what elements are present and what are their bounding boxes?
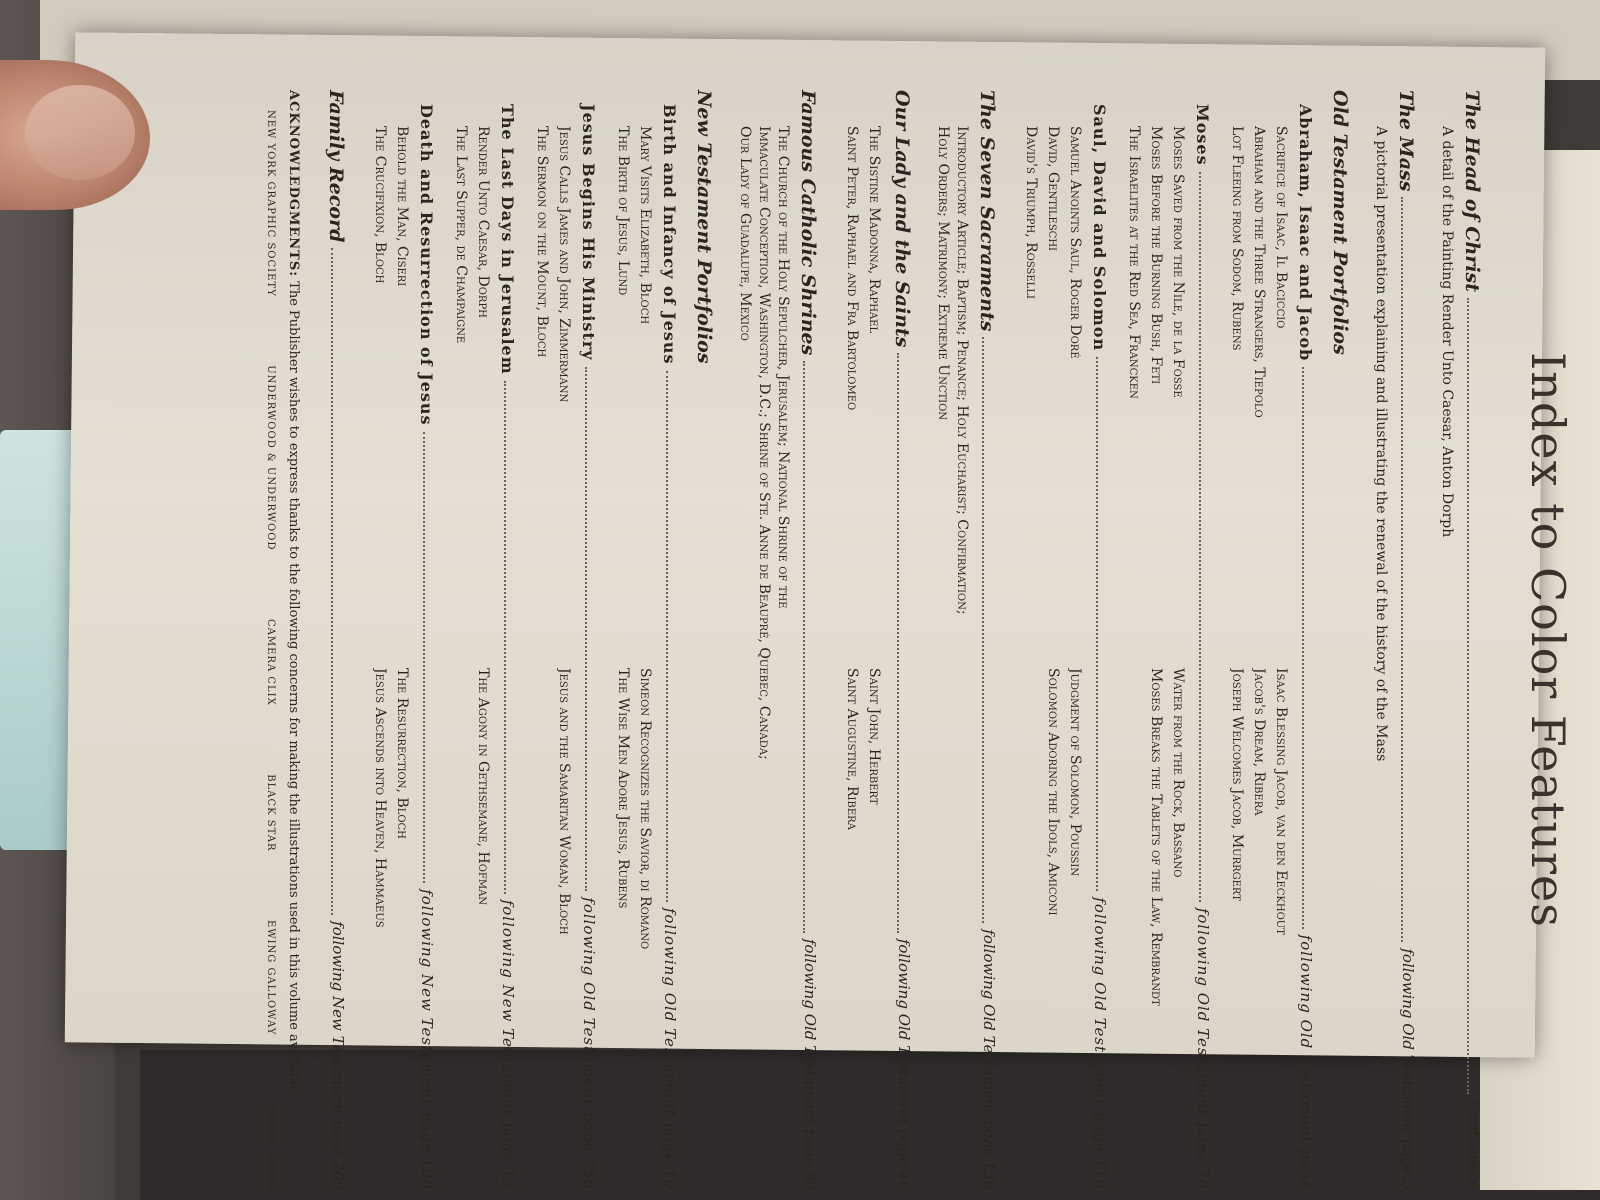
artwork-item: Water from the Rock, Bassano [1170,668,1186,878]
credit-name: UNDERWOOD & UNDERWOOD [265,365,276,551]
artwork-item: Isaac Blessing Jacob, van den Eeckhout [1273,668,1289,935]
artwork-item: Saint Peter, Raphael and Fra Bartolomeo [844,126,860,411]
artwork-item: Solomon Adoring the Idols, Amiconi [1045,668,1061,916]
page-reference: frontispiece [1465,1099,1483,1190]
artwork-list [369,126,413,1190]
heading-text: Death and Resurrection of Jesus [417,104,436,426]
section-line: Introductory Article; Baptism; Penance; Holy Eucharist; Confirmation; [954,126,970,615]
artwork-item: Judgment of Solomon, Poussin [1067,668,1083,877]
dot-leader [331,248,347,915]
dot-leader [585,367,598,892]
acknowledgments-label: ACKNOWLEDGMENTS: [286,90,301,278]
dot-leader [897,353,913,932]
page-reference: following Old Testament page 136 [980,929,998,1190]
artwork-item [1126,668,1142,1190]
artwork-item: Samuel Anoints Saul, Roger Doré [1067,126,1083,359]
section-heading [1395,90,1417,1190]
artwork-list [1226,126,1292,1190]
section-line: The Church of the Holy Sepulcher, Jerusalem; National Shrine of the [775,126,791,609]
artwork-item: Behold the Man, Ciseri [394,126,410,287]
page-reference: following New Testament page 206 [329,921,347,1190]
credit-name: BLACK STAR [265,774,276,852]
dot-leader [1302,367,1315,928]
artwork-item: The Resurrection, Bloch [394,668,410,839]
heading-text: New Testament Portfolios [693,90,715,364]
artwork-item: Simeon Recognizes the Savior, di Romano [637,668,653,950]
page-reference: following Old Testament page 3 [1399,948,1417,1190]
artwork-list [1123,126,1189,1190]
subsection-heading [660,104,679,1190]
artwork-item: The Birth of Jesus, Lund [615,126,631,296]
section-line: Immaculate Conception, Washington, D.C.; Shrine of Ste. Anne de Beaupré, Quebec, Canada; [756,126,772,760]
artwork-item: Saint Augustine, Ribera [844,668,860,830]
artwork-item: The Sermon on the Mount, Bloch [534,126,550,358]
credit-name: EWING GALLOWAY [265,920,276,1036]
artwork-item [453,668,469,1190]
credits-row [265,110,276,1190]
heading-text: The Last Days in Jerusalem [498,104,517,375]
section-heading [976,90,998,1190]
page-reference: following Old Testament page 10 [661,907,679,1190]
heading-text: Jesus Begins His Ministry [579,104,598,361]
section-heading [325,90,347,1190]
section-line: Our Lady of Guadalupe, Mexico [737,126,753,341]
heading-text: Famous Catholic Shrines [797,90,819,356]
subsection-heading [579,104,598,1190]
subsection-heading [1193,104,1212,1190]
section-line: Holy Orders; Matrimony; Extreme Unction [935,126,951,421]
section-heading [797,90,819,1190]
dot-leader [982,337,998,923]
subsection-heading [1296,104,1315,1190]
heading-text: The Seven Sacraments [976,90,998,332]
artwork-item: The Agony in Gethsemane, Hofman [475,668,491,906]
section-heading [693,90,715,1190]
credit-name: NEW YORK GRAPHIC SOCIETY [265,110,276,297]
heading-text: The Head of Christ [1461,90,1483,293]
page-title: Index to Color Features [1521,352,1575,928]
artwork-item: Jesus Ascends into Heaven, Hammaeus [372,668,388,928]
artwork-item [534,668,550,1190]
section-description: A detail of the Painting Render Unto Caesar, Anton Dorph [1439,126,1455,538]
artwork-item: Abraham and the Three Strangers, Tiepolo [1251,126,1267,418]
artwork-item: Jacob's Dream, Ribera [1251,668,1267,816]
artwork-list [450,126,494,1190]
dot-leader [504,381,517,894]
page-reference: following Old Testament page [1297,934,1315,1190]
dot-leader [423,432,436,884]
acknowledgments-text: The Publisher wishes to express thanks to the following concerns for making the illustrations used in this volume available [286,281,301,1094]
page-reference: following Old Testament page 46 [895,938,913,1190]
page-reference: following New Testament page 12 [499,899,517,1190]
artwork-item: Moses Breaks the Tablets of the Law, Rembrandt [1148,668,1164,1006]
dot-leader [1199,172,1212,902]
dot-leader [1401,197,1417,942]
credit-name: CAMERA CLIX [265,619,276,706]
artwork-list [531,126,575,1190]
section-heading [1329,90,1351,1190]
artwork-item: The Israelites at the Red Sea, Francken [1126,126,1142,399]
artwork-item: The Crucifixion, Bloch [372,126,388,284]
artwork-item: Moses Saved from the Nile, de la Fosse [1170,126,1186,398]
section-heading [891,90,913,1190]
artwork-item: Jesus and the Samaritan Woman, Bloch [556,668,572,935]
heading-text: Abraham, Isaac and Jacob [1296,104,1315,362]
page-reference: following Old Testament page 76 [1194,907,1212,1190]
artwork-item: Joseph Welcomes Jacob, Murrgert [1229,668,1245,901]
dot-leader [1096,357,1109,891]
artwork-list [841,126,885,1190]
heading-text: Our Lady and the Saints [891,90,913,348]
artwork-item [1023,668,1039,1190]
artwork-item: Lot Fleeing from Sodom, Rubens [1229,126,1245,351]
artwork-list [1020,126,1086,1190]
heading-text: Birth and Infancy of Jesus [660,104,679,365]
heading-text: Saul, David and Solomon [1090,104,1109,352]
dot-leader [803,361,819,932]
artwork-item: David's Triumph, Rosselli [1023,126,1039,299]
subsection-heading [1090,104,1109,1190]
artwork-item: Render Unto Caesar, Dorph [475,126,491,318]
subsection-heading [498,104,517,1190]
heading-text: Old Testament Portfolios [1329,90,1351,355]
artwork-list [612,126,656,1190]
artwork-item: Saint John, Herbert [866,668,882,805]
credit-name: THREE LIONS [265,1103,276,1190]
page-reference: following Old Testament page 756 [580,897,598,1190]
artwork-item: The Wise Men Adore Jesus, Rubens [615,668,631,909]
artwork-item: Jesus Calls James and John, Zimmermann [556,126,572,403]
thumbnail [25,85,135,180]
acknowledgments [286,90,301,1190]
section-description: A pictorial presentation explaining and illustrating the renewal of the history of the Mass [1373,126,1389,762]
index-content [245,90,1575,1190]
artwork-item: Moses Before the Burning Bush, Feti [1148,126,1164,385]
dot-leader [1467,298,1483,1093]
page-reference: following Old Testament page 116 [1091,897,1109,1190]
heading-text: Family Record [325,90,347,243]
dot-leader [666,371,679,902]
heading-text: Moses [1193,104,1212,166]
artwork-item: The Sistine Madonna, Raphael [866,126,882,334]
page-reference: following New Testament page 108 [418,889,436,1190]
section-heading [1461,90,1483,1190]
artwork-item: The Last Supper, de Champaigne [453,126,469,344]
subsection-heading [417,104,436,1190]
page-reference: following Old Testament page 96 [801,938,819,1190]
artwork-item: Mary Visits Elizabeth, Bloch [637,126,653,325]
artwork-item: David, Gentileschi [1045,126,1061,252]
heading-text: The Mass [1395,90,1417,192]
index-sections [325,90,1483,1190]
artwork-item: Sacrifice of Isaac, Il Baciccio [1273,126,1289,329]
